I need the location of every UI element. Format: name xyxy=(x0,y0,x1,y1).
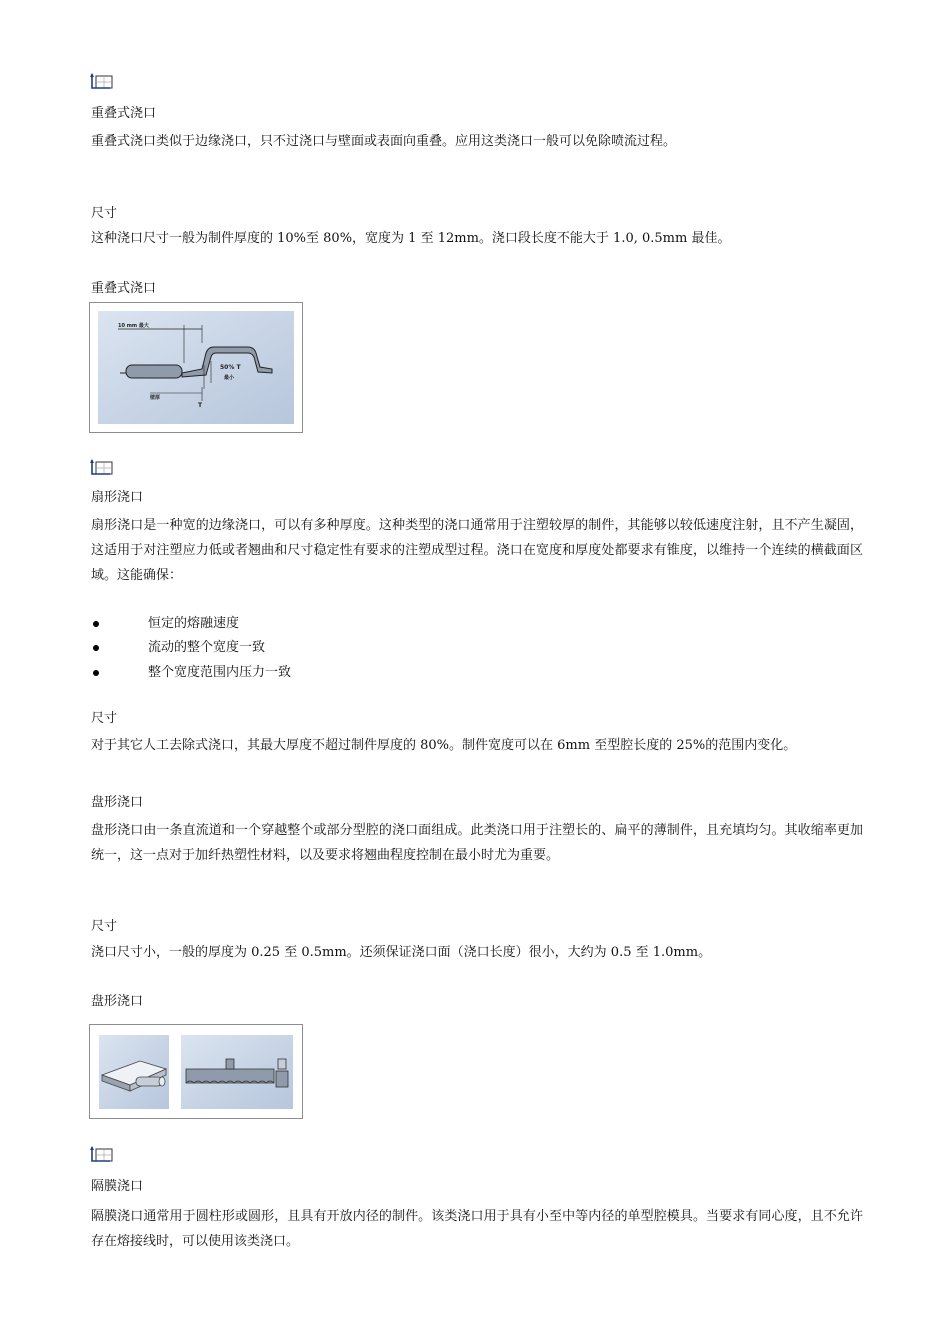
lap-gate-figure-caption: 重叠式浇口 xyxy=(91,281,157,296)
lap-gate-description: 重叠式浇口类似于边缘浇口，只不过浇口与壁面或表面向重叠。应用这类浇口一般可以免除喷流过程。 xyxy=(91,134,677,149)
fan-gate-size-heading: 尺寸 xyxy=(91,711,118,726)
fan-gate-bullet-3: 整个宽度范围内压力一致 xyxy=(148,665,292,680)
disk-gate-description: 盘形浇口由一条直流道和一个穿越整个或部分型腔的浇口面组成。此类浇口用于注塑长的、扁平的薄制件，且充填均匀。其收缩率更加统一，这一点对于加纤热塑性材料，以及要求将翘曲程度控制在最小时尤为重要。 xyxy=(91,823,863,863)
bullet-dot xyxy=(93,670,99,676)
lap-gate-heading: 重叠式浇口 xyxy=(91,106,157,121)
lap-gate-diagram xyxy=(90,303,302,432)
fan-gate-description: 扇形浇口是一种宽的边缘浇口，可以有多种厚度。这种类型的浇口通常用于注塑较厚的制件，其能够以较低速度注射，且不产生凝固，这适用于对注塑应力低或者翘曲和尺寸稳定性有要求的注塑成型过程。浇口在宽度和厚度处都要求有锥度，以维持一个连续的横截面区域。这能确保： xyxy=(91,518,863,583)
lap-gate-size-text: 这种浇口尺寸一般为制件厚度的 10%至 80%，宽度为 1 至 12mm。浇口段长度不能大于 1.0, 0.5mm 最佳。 xyxy=(91,231,731,246)
lap-gate-size-heading: 尺寸 xyxy=(91,206,118,221)
diaphragm-gate-description: 隔膜浇口通常用于圆柱形或圆形，且具有开放内径的制件。该类浇口用于具有小至中等内径的单型腔模具。当要求有同心度，且不允许存在熔接线时，可以使用该类浇口。 xyxy=(91,1209,863,1249)
bullet-dot xyxy=(93,621,99,627)
disk-gate-size-heading: 尺寸 xyxy=(91,919,118,934)
table-arrow-icon[interactable] xyxy=(90,72,114,90)
disk-gate-size-text: 浇口尺寸小，一般的厚度为 0.25 至 0.5mm。还须保证浇口面（浇口长度）很小，大约为 0.5 至 1.0mm。 xyxy=(91,945,712,960)
lap-gate-figure xyxy=(89,302,303,433)
fan-gate-bullet-1: 恒定的熔融速度 xyxy=(148,616,240,631)
lap-gate-wall-label: 壁厚 xyxy=(150,395,161,401)
disk-gate-figure-caption: 盘形浇口 xyxy=(91,994,144,1009)
bullet-dot xyxy=(93,645,99,651)
lap-gate-percent-label: 50% T xyxy=(220,364,241,371)
fan-gate-heading: 扇形浇口 xyxy=(91,490,144,505)
disk-gate-heading: 盘形浇口 xyxy=(91,795,144,810)
fan-gate-size-text: 对于其它人工去除式浇口，其最大厚度不超过制件厚度的 80%。制件宽度可以在 6mm 至型腔长度的 25%的范围内变化。 xyxy=(91,738,797,753)
lap-gate-min-label: 最小 xyxy=(224,375,235,381)
diaphragm-gate-heading: 隔膜浇口 xyxy=(91,1179,144,1194)
lap-gate-max-label: 10 mm 最大 xyxy=(118,323,149,329)
lap-gate-t-label: T xyxy=(198,402,203,409)
table-arrow-icon[interactable] xyxy=(90,458,114,476)
table-arrow-icon[interactable] xyxy=(90,1145,114,1163)
disk-gate-figure xyxy=(89,1024,303,1119)
fan-gate-bullet-2: 流动的整个宽度一致 xyxy=(148,640,266,655)
disk-gate-diagram xyxy=(90,1025,302,1118)
